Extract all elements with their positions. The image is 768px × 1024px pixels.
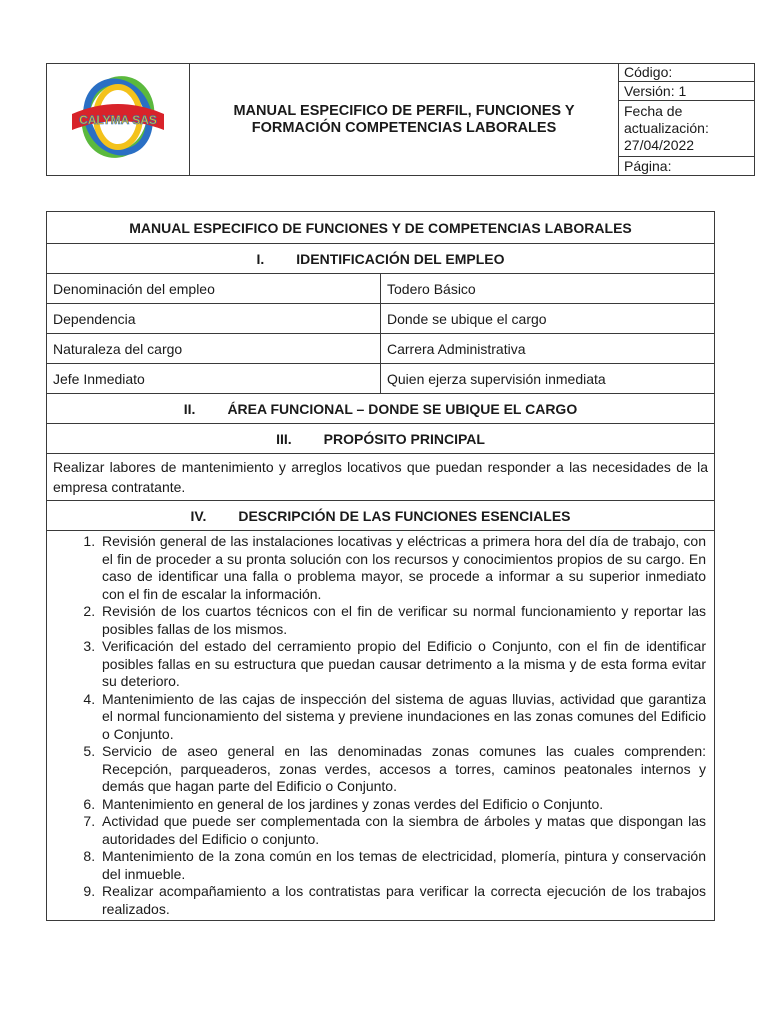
section-funciones [47,501,715,531]
purpose-text: Realizar labores de mantenimiento y arreglos locativos que puedan responder a las necesidades de la empresa contratante. [47,454,715,501]
field-value: Todero Básico [381,274,715,304]
field-label: Naturaleza del cargo [47,334,381,364]
section-title: IDENTIFICACIÓN DEL EMPLEO [296,250,505,267]
field-label: Dependencia [47,304,381,334]
section-number: IV. [190,507,207,524]
meta-pagina: Página: [619,157,755,176]
field-label: Denominación del empleo [47,274,381,304]
logo-text: CALYMA SAS [79,113,157,127]
section-number: II. [183,400,196,417]
section-proposito [47,424,715,454]
list-item: 7. Actividad que puede ser complementada con la siembra de árboles y matas que dispongan las autoridades del Edificio o conjunto. [99,813,706,848]
logo-cell [47,64,190,176]
list-item: 5. Servicio de aseo general en las denominadas zonas comunes las cuales comprenden: Recepción, parqueaderos, zonas verdes, accesos a torres, caminos peatonales internos y demás que hagan parte del Edificio o Conjunto. [99,743,706,796]
list-item: 8. Mantenimiento de la zona común en los temas de electricidad, plomería, pintura y conservación del inmueble. [99,848,706,883]
list-item: 2. Revisión de los cuartos técnicos con el fin de verificar su normal funcionamiento y reportar las posibles fallas de los mismos. [99,603,706,638]
document-header [46,63,755,176]
section-title: DESCRIPCIÓN DE LAS FUNCIONES ESENCIALES [238,507,571,524]
company-logo [66,74,170,165]
manual-title: MANUAL ESPECIFICO DE FUNCIONES Y DE COMPETENCIAS LABORALES [47,212,715,244]
section-title: PROPÓSITO PRINCIPAL [323,430,485,447]
section-identificacion [47,244,715,274]
section-number: I. [256,250,265,267]
meta-fecha: Fecha de actualización: 27/04/2022 [619,100,755,157]
list-item: 1. Revisión general de las instalaciones locativas y eléctricas a primera hora del día de trabajo, con el fin de proceder a su pronta solución con los recursos y conocimientos propios de su cargo. En caso de identificar una falla o problema mayor, se procede a informar a su superior inmediato con el fin de escalar la información. [99,533,706,603]
functions-list [53,533,706,918]
meta-codigo: Código: [619,64,755,82]
manual-table [46,211,715,921]
field-value: Quien ejerza supervisión inmediata [381,364,715,394]
list-item: 9. Realizar acompañamiento a los contratistas para verificar la correcta ejecución de los trabajos realizados. [99,883,706,918]
field-value: Carrera Administrativa [381,334,715,364]
list-item: 3. Verificación del estado del cerramiento propio del Edificio o Conjunto, con el fin de identificar posibles fallas en su estructura que puedan causar detrimento a la misma y de esta forma evitar su deterioro. [99,638,706,691]
field-value: Donde se ubique el cargo [381,304,715,334]
field-label: Jefe Inmediato [47,364,381,394]
list-item: 6. Mantenimiento en general de los jardines y zonas verdes del Edificio o Conjunto. [99,796,706,814]
meta-version: Versión: 1 [619,82,755,100]
section-title: ÁREA FUNCIONAL – DONDE SE UBIQUE EL CARGO [227,400,578,417]
section-number: III. [276,430,292,447]
functions-cell [47,531,715,921]
list-item: 4. Mantenimiento de las cajas de inspección del sistema de aguas lluvias, actividad que garantiza el normal funcionamiento del sistema y previene inundaciones en las zonas comunes del Edificio o Conjunto. [99,691,706,744]
document-title: MANUAL ESPECIFICO DE PERFIL, FUNCIONES Y FORMACIÓN COMPETENCIAS LABORALES [190,64,619,176]
section-area-funcional [47,394,715,424]
